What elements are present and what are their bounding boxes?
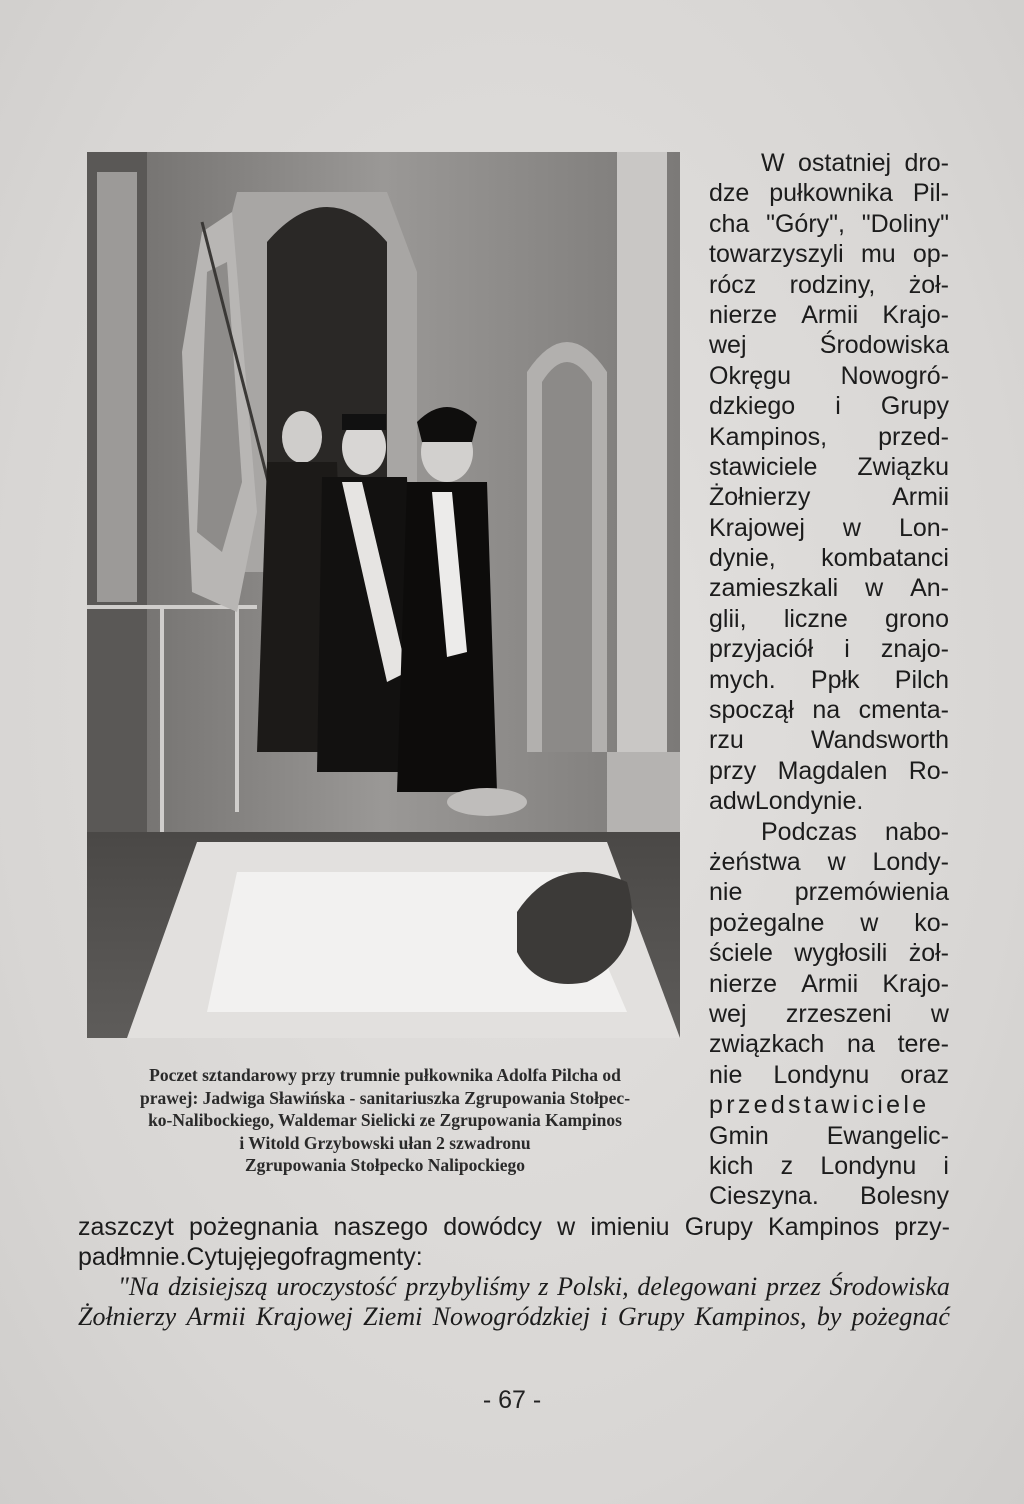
- quote-word: Ziemi: [363, 1302, 423, 1332]
- quote-word: Grupy: [617, 1302, 685, 1332]
- photo-image: [87, 152, 680, 1038]
- column-line: [709, 1060, 949, 1090]
- column-word: Londynu: [773, 1060, 870, 1089]
- quote-word: Żołnierzy: [78, 1302, 177, 1332]
- body-word: fragmenty:: [304, 1243, 423, 1272]
- column-word: Środowiska: [819, 331, 949, 360]
- column-word: Pilch: [894, 665, 949, 694]
- column-word: pożegalne: [709, 908, 825, 937]
- column-word: w: [736, 787, 755, 816]
- column-line: [709, 665, 949, 695]
- column-line: [709, 361, 949, 391]
- quote-word: "Na: [118, 1272, 160, 1301]
- column-word: Londynie.: [754, 787, 864, 816]
- column-word: żeństwa: [709, 847, 801, 876]
- quote-word: i: [600, 1302, 608, 1332]
- column-word: Magdalen: [777, 756, 888, 785]
- column-word: i: [844, 635, 850, 664]
- column-word: Londynu: [820, 1151, 917, 1180]
- column-word: związkach: [709, 1030, 825, 1059]
- column-word: Gmin: [709, 1121, 769, 1150]
- column-line: [709, 938, 949, 968]
- column-word: towarzyszyli: [709, 240, 844, 269]
- column-word: grono: [885, 604, 949, 633]
- column-word: Londy-: [872, 847, 949, 876]
- column-line: [709, 786, 949, 816]
- quote-word: Polski,: [557, 1272, 629, 1301]
- column-word: Podczas: [761, 817, 857, 846]
- column-word: Krajowej: [709, 513, 805, 542]
- column-word: dze: [709, 179, 750, 208]
- column-word: w: [827, 847, 846, 876]
- column-line: [709, 239, 949, 269]
- column-line: [709, 482, 949, 512]
- column-word: Żołnierzy: [709, 483, 811, 512]
- column-word: mu: [860, 240, 896, 269]
- column-word: Związku: [857, 452, 949, 481]
- quote-word: by: [816, 1302, 842, 1332]
- column-line: [709, 330, 949, 360]
- column-word: przemówienia: [794, 878, 949, 907]
- column-word: w: [865, 574, 884, 603]
- column-word: przed-: [878, 422, 949, 451]
- body-word: mnie.: [125, 1243, 187, 1272]
- body-word: Grupy: [684, 1213, 753, 1241]
- column-word: żoł-: [908, 939, 949, 968]
- column-word: ad: [709, 787, 737, 816]
- column-word: wej: [709, 999, 747, 1028]
- caption-line: i Witold Grzybowski ułan 2 szwadronu: [239, 1132, 531, 1153]
- photo-honor-guard: [87, 152, 680, 1038]
- column-word: Nowogró-: [840, 361, 949, 390]
- column-word: An-: [910, 574, 949, 603]
- column-line: [709, 1121, 949, 1151]
- column-word: Pil-: [912, 179, 949, 208]
- column-word: liczne: [783, 604, 848, 633]
- column-line: [709, 817, 949, 847]
- body-word: dowódcy: [443, 1213, 542, 1241]
- column-word: przyjaciół: [709, 635, 814, 664]
- column-line: [709, 634, 949, 664]
- body-word: padł: [78, 1243, 126, 1272]
- column-line: [709, 725, 949, 755]
- column-word: dzkiego: [709, 392, 796, 421]
- column-word: i: [943, 1151, 949, 1180]
- column-word: nierze: [709, 969, 778, 998]
- column-line: [709, 908, 949, 938]
- column-word: Krajo-: [882, 300, 949, 329]
- caption-line: Zgrupowania Stołpecko Nalipockiego: [244, 1155, 526, 1176]
- side-column-text: [709, 148, 949, 1212]
- quote-word: uroczystość: [276, 1272, 397, 1301]
- column-word: ściele: [709, 939, 773, 968]
- column-word: Okręgu: [709, 361, 791, 390]
- column-word: nierze: [709, 300, 778, 329]
- quote-word: Krajowej: [256, 1302, 353, 1332]
- column-word: wygłosili: [794, 939, 888, 968]
- column-line: [709, 756, 949, 786]
- body-word: Kampinos: [768, 1213, 880, 1241]
- quote-word: delegowani: [637, 1272, 758, 1301]
- column-word: rócz: [709, 270, 757, 299]
- column-line: [709, 695, 949, 725]
- column-word: i: [835, 392, 841, 421]
- quote-word: Kampinos,: [694, 1302, 807, 1332]
- body-word: pożegnania: [189, 1213, 319, 1241]
- column-line: [709, 1090, 949, 1120]
- caption-line: prawej: Jadwiga Sławińska - sanitariuszka Zgrupowania Stołpec-: [139, 1087, 631, 1108]
- column-word: na: [812, 696, 841, 725]
- column-word: Ro-: [908, 756, 949, 785]
- quote-word: przez: [765, 1272, 821, 1301]
- body-word: jego: [257, 1243, 305, 1272]
- column-word: Armii: [801, 969, 859, 998]
- column-word: "Góry",: [766, 209, 845, 238]
- body-word: Cytuję: [186, 1243, 258, 1272]
- caption-line: ko-Nalibockiego, Waldemar Sielicki ze Zgrupowania Kampinos: [148, 1110, 622, 1131]
- quote-word: z: [538, 1272, 549, 1301]
- column-word: mych.: [709, 665, 776, 694]
- column-word: cmenta-: [858, 696, 949, 725]
- column-word: ostatniej: [798, 149, 892, 177]
- column-word: ko-: [914, 908, 949, 937]
- caption-line: Poczet sztandarowy przy trumnie pułkownika Adolfa Pilcha od: [149, 1065, 621, 1085]
- column-line: [709, 877, 949, 907]
- column-word: znajo-: [880, 635, 949, 664]
- column-word: Kampinos,: [709, 422, 828, 451]
- column-line: [709, 1151, 949, 1181]
- column-word: zamieszkali: [709, 574, 839, 603]
- column-line: [709, 209, 949, 239]
- column-word: zrzeszeni: [785, 999, 892, 1028]
- photo-caption: [85, 1064, 685, 1177]
- column-line: [709, 1181, 949, 1211]
- column-word: nabo-: [885, 817, 949, 846]
- column-word: rzu: [709, 726, 744, 755]
- column-word: tere-: [897, 1030, 949, 1059]
- body-word: przy-: [894, 1213, 950, 1241]
- column-word: żoł-: [908, 270, 949, 299]
- column-word: glii,: [709, 604, 747, 633]
- column-word: dro-: [904, 149, 949, 177]
- column-line: [709, 543, 949, 573]
- column-word: dynie,: [709, 544, 776, 573]
- column-line: [709, 391, 949, 421]
- column-line: [709, 847, 949, 877]
- column-word: Grupy: [880, 392, 949, 421]
- column-word: Lon-: [898, 513, 949, 542]
- body-word: naszego: [333, 1213, 429, 1241]
- column-word: Armii: [801, 300, 859, 329]
- column-word: Ewangelic-: [826, 1121, 949, 1150]
- quote-word: Armii: [186, 1302, 246, 1332]
- quote-word: dzisiejszą: [167, 1272, 268, 1301]
- column-word: Krajo-: [882, 969, 949, 998]
- column-word: "Doliny": [861, 209, 949, 238]
- page-number: - 67 -: [482, 1386, 542, 1414]
- column-word: oraz: [900, 1060, 949, 1089]
- column-word: w: [860, 908, 879, 937]
- column-word: Wandsworth: [810, 726, 949, 755]
- column-line: [709, 178, 949, 208]
- column-line: [709, 969, 949, 999]
- column-line: [709, 148, 949, 178]
- quote-word: Środowiska: [829, 1272, 950, 1301]
- column-line: [709, 300, 949, 330]
- column-word: Ppłk: [810, 665, 860, 694]
- body-word: w: [557, 1213, 576, 1241]
- quote-word: pożegnać: [851, 1302, 950, 1332]
- body-line: [78, 1212, 950, 1242]
- column-word: rodziny,: [789, 270, 876, 299]
- column-word: kich: [709, 1151, 754, 1180]
- column-word: z: [780, 1151, 794, 1180]
- column-word: przedstawiciele: [709, 1091, 930, 1120]
- body-word: imieniu: [590, 1213, 670, 1241]
- quote-text: [78, 1272, 950, 1333]
- quote-line: [78, 1302, 950, 1332]
- quote-word: przybyliśmy: [405, 1272, 530, 1301]
- body-line: [78, 1242, 950, 1272]
- quote-word: Nowogródzkiej: [432, 1302, 591, 1332]
- column-line: [709, 452, 949, 482]
- column-word: cha: [709, 209, 750, 238]
- column-word: wej: [709, 331, 747, 360]
- column-word: spoczął: [709, 696, 794, 725]
- column-word: nie: [709, 878, 743, 907]
- column-line: [709, 513, 949, 543]
- column-line: [709, 573, 949, 603]
- body-word: zaszczyt: [78, 1213, 174, 1241]
- column-word: w: [842, 513, 861, 542]
- column-word: W: [761, 149, 785, 177]
- column-word: Cieszyna.: [709, 1182, 819, 1211]
- column-line: [709, 270, 949, 300]
- column-word: na: [847, 1030, 875, 1059]
- column-word: kombatanci: [821, 544, 949, 573]
- column-word: stawiciele: [709, 452, 818, 481]
- column-line: [709, 422, 949, 452]
- column-word: op-: [912, 240, 949, 269]
- column-word: w: [930, 999, 949, 1028]
- column-word: pułkownika: [769, 179, 893, 208]
- column-word: nie: [709, 1060, 743, 1089]
- column-line: [709, 604, 949, 634]
- column-line: [709, 999, 949, 1029]
- column-word: Bolesny: [860, 1182, 949, 1211]
- column-word: przy: [709, 756, 757, 785]
- column-word: Armii: [892, 483, 949, 512]
- quote-line: [78, 1272, 950, 1302]
- body-text: [78, 1212, 950, 1273]
- column-line: [709, 1029, 949, 1059]
